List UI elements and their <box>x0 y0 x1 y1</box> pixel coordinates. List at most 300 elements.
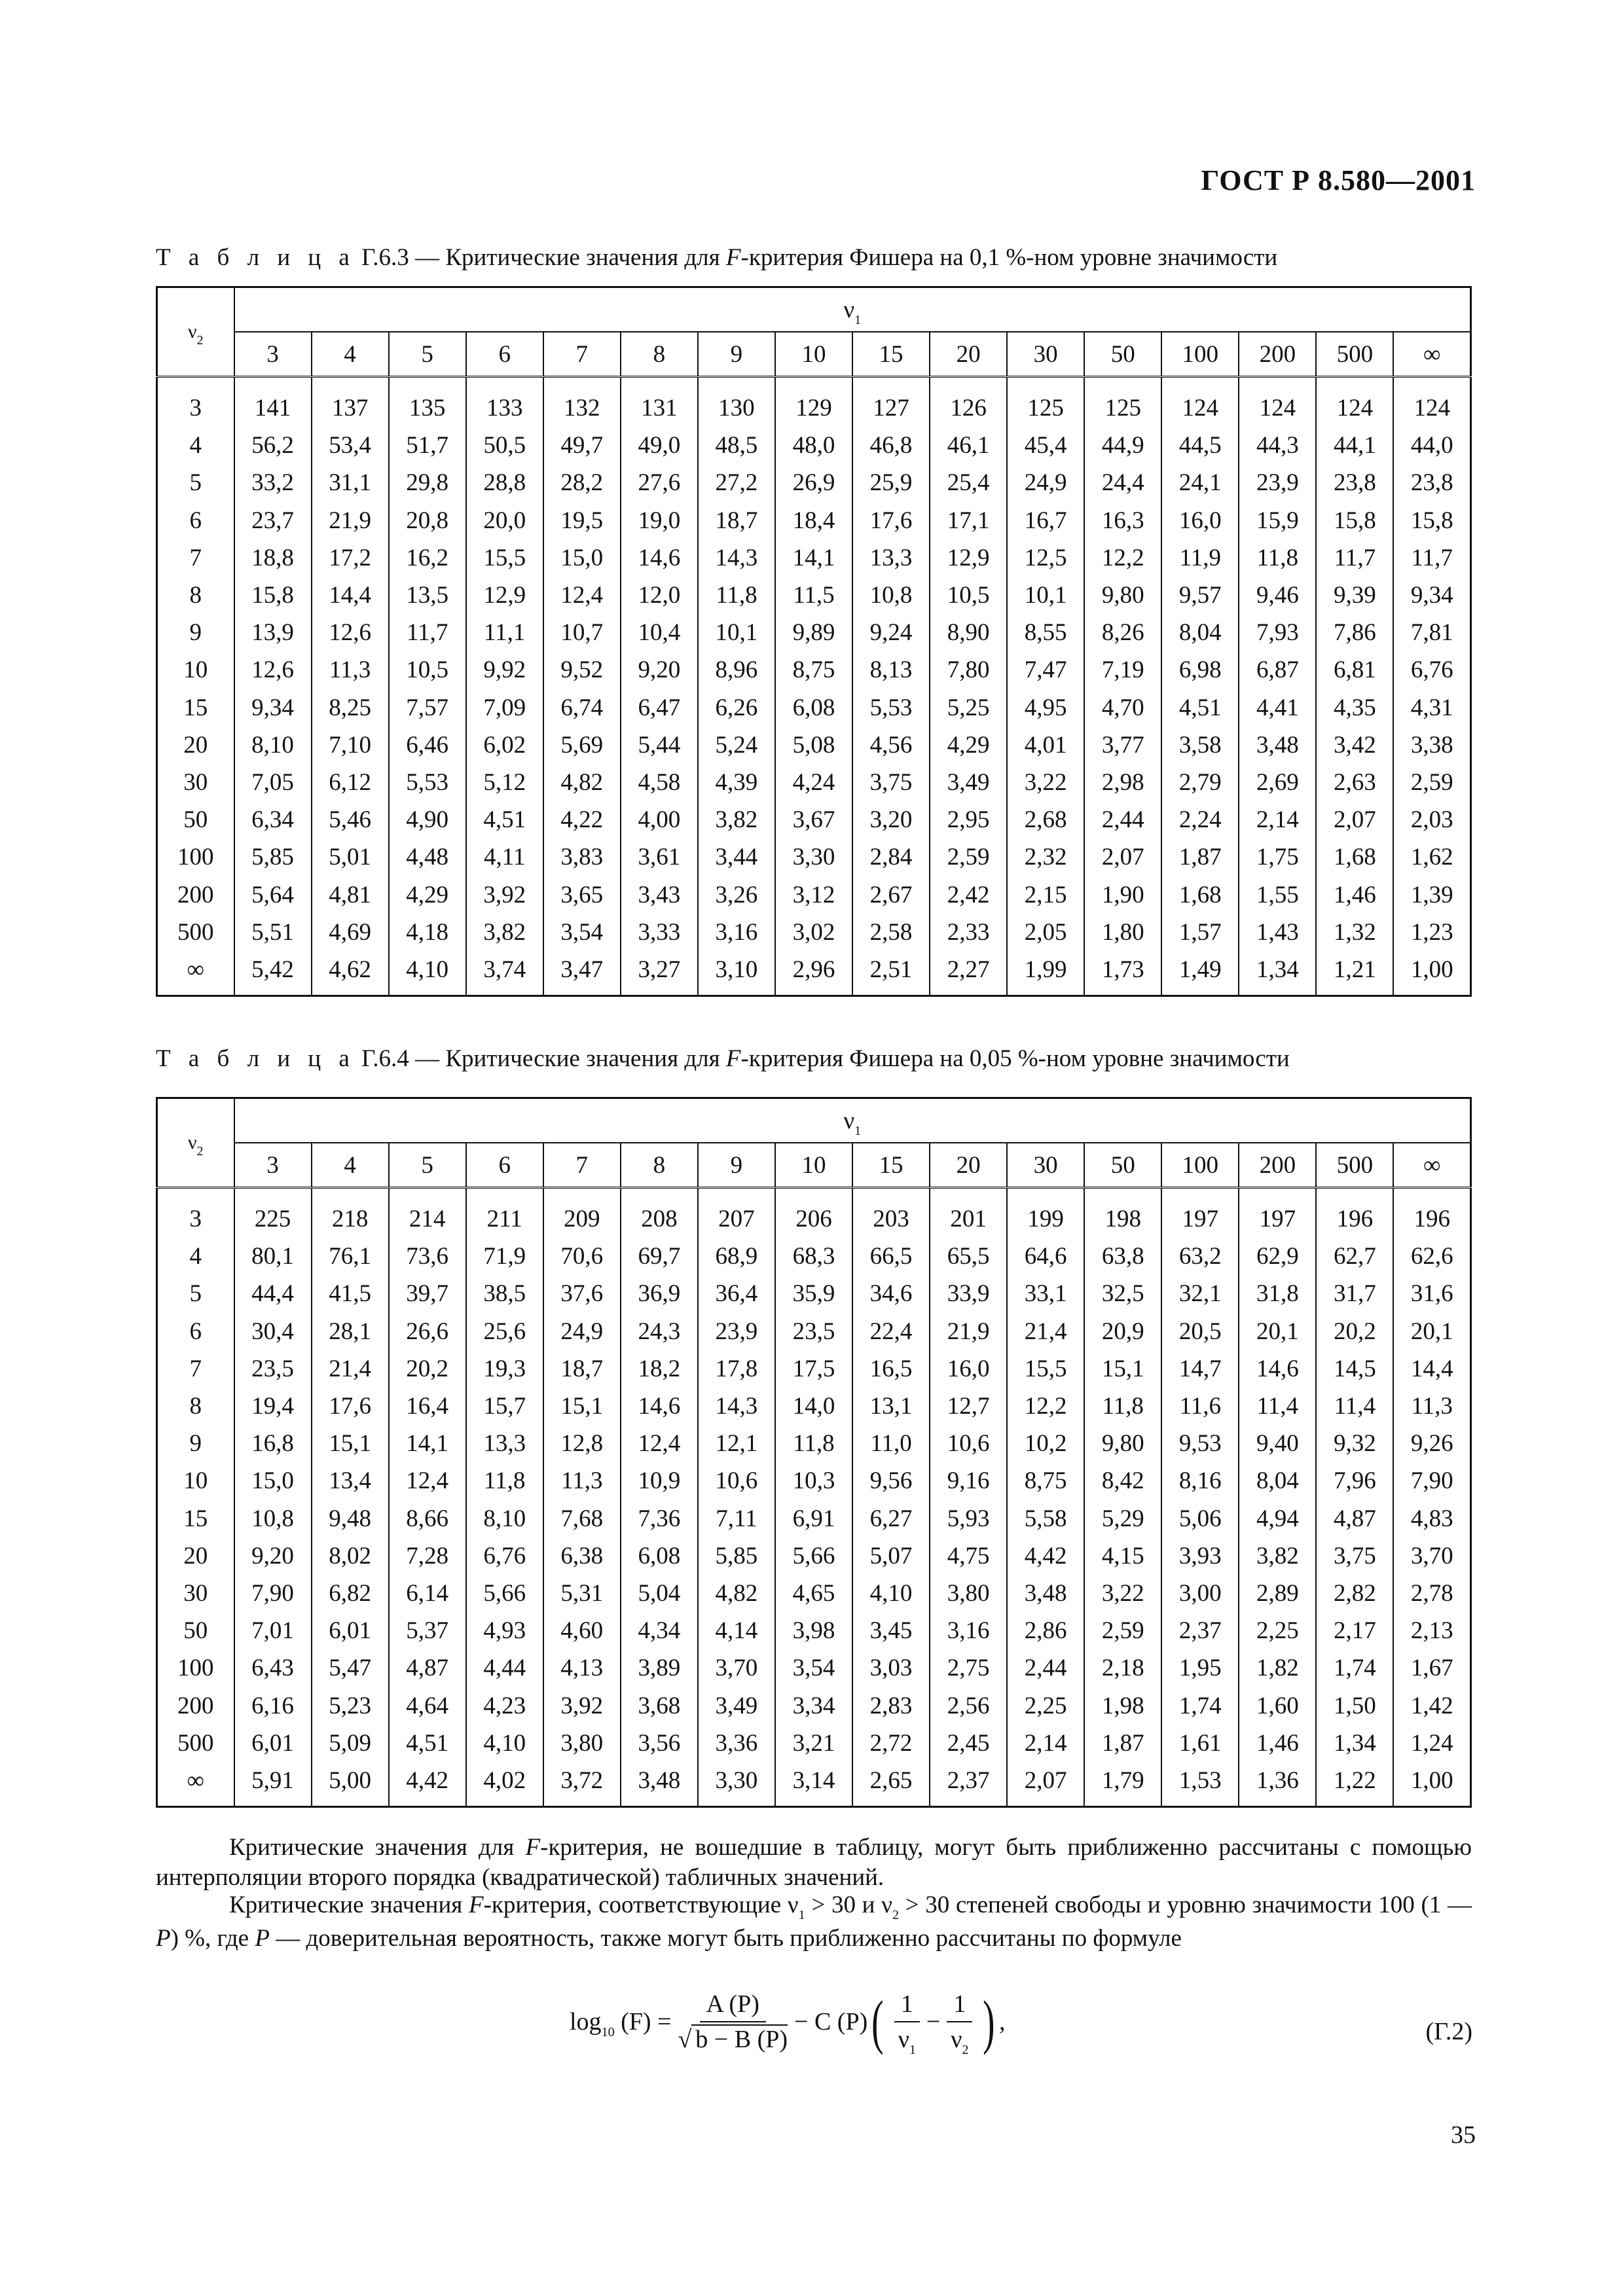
table-cell: 21,9 <box>312 502 389 539</box>
table-cell: 63,8 <box>1084 1238 1161 1275</box>
table-cell: 4,29 <box>930 726 1007 764</box>
table-cell: 10,8 <box>852 577 930 614</box>
table-cell: 198 <box>1084 1200 1161 1238</box>
table-cell: 3,49 <box>930 764 1007 801</box>
table-cell: 1,00 <box>1393 951 1470 996</box>
table-cell: 12,0 <box>621 577 698 614</box>
table-cell: 7,96 <box>1316 1462 1393 1499</box>
table-cell: 18,2 <box>621 1350 698 1388</box>
table-cell: 3,22 <box>1084 1575 1161 1612</box>
table-cell: 1,53 <box>1161 1762 1239 1807</box>
table-cell: 7,68 <box>543 1500 621 1537</box>
table-cell: 53,4 <box>312 427 389 464</box>
table-cell: 12,5 <box>1007 539 1084 577</box>
table-cell: 48,5 <box>698 427 775 464</box>
table-cell: 38,5 <box>466 1275 543 1312</box>
table-cell: 20,5 <box>1161 1313 1239 1350</box>
formula-fraction-nu1: $\frac{1}{\nu_1}$ <box>894 1990 920 2054</box>
table-cell: 124 <box>1316 389 1393 427</box>
table-cell: 5,12 <box>466 764 543 801</box>
table-cell: 4,35 <box>1316 689 1393 726</box>
table-cell: 2,27 <box>930 951 1007 996</box>
table-cell: 14,1 <box>775 539 852 577</box>
table-row <box>157 651 1471 689</box>
table-cell: 196 <box>1393 1200 1470 1238</box>
table-cell: 7,10 <box>312 726 389 764</box>
row-label: 7 <box>189 1355 202 1382</box>
table1-caption-dash: — Критические значения для <box>409 244 726 271</box>
table-row <box>157 1537 1471 1575</box>
table-cell: 2,68 <box>1007 801 1084 838</box>
table-cell: 16,7 <box>1007 502 1084 539</box>
table-cell: 8,90 <box>930 614 1007 651</box>
table-cell: 9,80 <box>1084 577 1161 614</box>
table-cell: 48,0 <box>775 427 852 464</box>
table-cell: 36,4 <box>698 1275 775 1312</box>
table-cell: 21,4 <box>1007 1313 1084 1350</box>
table-cell: 2,75 <box>930 1649 1007 1687</box>
table-cell: 4,75 <box>930 1537 1007 1575</box>
table-cell: 2,37 <box>1161 1612 1239 1649</box>
table-cell: 18,7 <box>698 502 775 539</box>
table-cell: 5,37 <box>389 1612 466 1649</box>
row-label: 20 <box>183 731 208 759</box>
table-cell: 18,7 <box>543 1350 621 1388</box>
table-cell: 5,09 <box>312 1725 389 1762</box>
table-cell: 2,98 <box>1084 764 1161 801</box>
table-cell: 6,46 <box>389 726 466 764</box>
table-cell: 1,80 <box>1084 914 1161 951</box>
table-cell: 135 <box>389 389 466 427</box>
column-label: 9 <box>698 332 775 377</box>
table-cell: 5,85 <box>698 1537 775 1575</box>
table-cell: 4,90 <box>389 801 466 838</box>
table-cell: 2,79 <box>1161 764 1239 801</box>
table-cell: 11,4 <box>1239 1388 1316 1425</box>
separator-cell <box>621 1188 698 1201</box>
table-row <box>157 1725 1471 1762</box>
table-cell: 1,60 <box>1239 1687 1316 1724</box>
table-cell: 16,0 <box>930 1350 1007 1388</box>
row-label: 500 <box>177 918 214 946</box>
row-label: 5 <box>189 469 202 497</box>
formula-log: $\log_{10} (F)$ = <box>570 2008 672 2039</box>
table-cell: 62,6 <box>1393 1238 1470 1275</box>
table-cell: 7,80 <box>930 651 1007 689</box>
table-cell: 15,9 <box>1239 502 1316 539</box>
table-cell: 3,16 <box>930 1612 1007 1649</box>
column-label: 7 <box>543 1143 621 1188</box>
table-cell: 27,6 <box>621 464 698 501</box>
row-label: 200 <box>177 1692 214 1719</box>
table-cell: 19,0 <box>621 502 698 539</box>
table-cell: 4,62 <box>312 951 389 996</box>
table-cell: 9,89 <box>775 614 852 651</box>
table-cell: 30,4 <box>234 1313 312 1350</box>
table-cell: 1,61 <box>1161 1725 1239 1762</box>
table-cell: 13,5 <box>389 577 466 614</box>
table-cell: 14,6 <box>621 1388 698 1425</box>
table-cell: 4,41 <box>1239 689 1316 726</box>
separator-cell <box>852 377 930 390</box>
table-cell: 23,7 <box>234 502 312 539</box>
table-cell: 5,31 <box>543 1575 621 1612</box>
table-cell: 8,96 <box>698 651 775 689</box>
table-cell: 5,47 <box>312 1649 389 1687</box>
table-cell: 3,42 <box>1316 726 1393 764</box>
column-label: 500 <box>1316 1143 1393 1188</box>
table-cell: 2,14 <box>1007 1725 1084 1762</box>
table-cell: 11,4 <box>1316 1388 1393 1425</box>
table-cell: 15,0 <box>234 1462 312 1499</box>
table-cell: 6,02 <box>466 726 543 764</box>
table-cell: 1,34 <box>1239 951 1316 996</box>
row-label: 3 <box>189 395 202 422</box>
table-row <box>157 1388 1471 1425</box>
table-cell: 5,85 <box>234 838 312 876</box>
table-cell: 4,29 <box>389 876 466 913</box>
separator-cell <box>1316 1188 1393 1201</box>
table-cell: 5,01 <box>312 838 389 876</box>
table-cell: 3,27 <box>621 951 698 996</box>
table-cell: 14,7 <box>1161 1350 1239 1388</box>
table-cell: 10,2 <box>1007 1425 1084 1462</box>
table2-caption-prefix: Т а б л и ц а <box>156 1045 356 1072</box>
table-cell: 2,44 <box>1007 1649 1084 1687</box>
table-cell: 211 <box>466 1200 543 1238</box>
row-label: 50 <box>183 1617 208 1645</box>
table-cell: 2,95 <box>930 801 1007 838</box>
table-cell: 2,14 <box>1239 801 1316 838</box>
column-label: 200 <box>1239 1143 1316 1188</box>
row-label: 4 <box>189 1243 202 1270</box>
table-cell: 2,18 <box>1084 1649 1161 1687</box>
table-cell: 12,2 <box>1084 539 1161 577</box>
column-label: 50 <box>1084 332 1161 377</box>
table-cell: 68,3 <box>775 1238 852 1275</box>
table-cell: 14,6 <box>621 539 698 577</box>
table-row <box>157 914 1471 951</box>
table-cell: 4,10 <box>466 1725 543 1762</box>
table-cell: 2,51 <box>852 951 930 996</box>
table1 <box>156 286 1472 997</box>
table-row <box>157 577 1471 614</box>
row-label: 500 <box>177 1729 214 1757</box>
table-cell: 4,10 <box>852 1575 930 1612</box>
table-cell: 4,60 <box>543 1612 621 1649</box>
table-row <box>157 464 1471 501</box>
table-cell: 12,9 <box>466 577 543 614</box>
table-cell: 2,42 <box>930 876 1007 913</box>
table-cell: 15,5 <box>1007 1350 1084 1388</box>
column-label: 7 <box>543 332 621 377</box>
table-row <box>157 1350 1471 1388</box>
table1-caption-rest: -критерия Фишера на 0,1 %-ном уровне значимости <box>740 244 1278 271</box>
row-label: 10 <box>183 1467 208 1495</box>
table-cell: 2,96 <box>775 951 852 996</box>
table2-body <box>157 1200 1471 1807</box>
table-cell: 44,3 <box>1239 427 1316 464</box>
table-cell: 9,16 <box>930 1462 1007 1499</box>
formula-between: − <box>926 2008 941 2036</box>
table-cell: 70,6 <box>543 1238 621 1275</box>
table-cell: 13,3 <box>466 1425 543 1462</box>
row-label: 200 <box>177 881 214 908</box>
table-cell: 50,5 <box>466 427 543 464</box>
table-cell: 8,55 <box>1007 614 1084 651</box>
table-cell: 1,23 <box>1393 914 1470 951</box>
table-cell: 6,16 <box>234 1687 312 1724</box>
separator-cell <box>621 377 698 390</box>
row-label: 7 <box>189 544 202 571</box>
table-cell: 11,0 <box>852 1425 930 1462</box>
table-cell: 11,8 <box>1239 539 1316 577</box>
table-cell: 124 <box>1239 389 1316 427</box>
table-cell: 9,40 <box>1239 1425 1316 1462</box>
table1-header-separator <box>157 377 1471 390</box>
separator-cell <box>312 1188 389 1201</box>
table-cell: 3,92 <box>543 1687 621 1724</box>
table-cell: 3,02 <box>775 914 852 951</box>
table-cell: 3,38 <box>1393 726 1470 764</box>
table2-caption-dash: — Критические значения для <box>409 1045 726 1072</box>
table-cell: 37,6 <box>543 1275 621 1312</box>
table-cell: 23,8 <box>1393 464 1470 501</box>
table-cell: 5,69 <box>543 726 621 764</box>
table-cell: 15,5 <box>466 539 543 577</box>
table-cell: 17,8 <box>698 1350 775 1388</box>
table-cell: 10,4 <box>621 614 698 651</box>
table-cell: 12,6 <box>234 651 312 689</box>
table-cell: 3,92 <box>466 876 543 913</box>
table-cell: 8,75 <box>775 651 852 689</box>
table-cell: 66,5 <box>852 1238 930 1275</box>
table-cell: 44,4 <box>234 1275 312 1312</box>
table-cell: 1,46 <box>1316 876 1393 913</box>
table-cell: 15,1 <box>543 1388 621 1425</box>
row-label: 30 <box>183 1579 208 1607</box>
table-cell: 3,36 <box>698 1725 775 1762</box>
table-cell: 2,07 <box>1084 838 1161 876</box>
table-cell: 4,64 <box>389 1687 466 1724</box>
column-label: 500 <box>1316 332 1393 377</box>
separator-cell <box>698 377 775 390</box>
column-label: 4 <box>312 1143 389 1188</box>
table-cell: 4,82 <box>543 764 621 801</box>
table-cell: 4,51 <box>389 1725 466 1762</box>
table-cell: 5,53 <box>852 689 930 726</box>
table-row <box>157 726 1471 764</box>
table-cell: 2,83 <box>852 1687 930 1724</box>
table-cell: 197 <box>1161 1200 1239 1238</box>
table-row <box>157 614 1471 651</box>
column-label: 4 <box>312 332 389 377</box>
table-cell: 4,42 <box>389 1762 466 1807</box>
table-cell: 2,33 <box>930 914 1007 951</box>
table-cell: 8,04 <box>1239 1462 1316 1499</box>
table-cell: 2,78 <box>1393 1575 1470 1612</box>
table-cell: 8,10 <box>234 726 312 764</box>
table-cell: 24,9 <box>1007 464 1084 501</box>
table-row <box>157 539 1471 577</box>
table-cell: 11,7 <box>1393 539 1470 577</box>
table-cell: 8,25 <box>312 689 389 726</box>
table-cell: 32,1 <box>1161 1275 1239 1312</box>
column-label: ∞ <box>1393 332 1470 377</box>
table-cell: 10,8 <box>234 1500 312 1537</box>
table-cell: 9,34 <box>234 689 312 726</box>
table-cell: 7,01 <box>234 1612 312 1649</box>
formula-main-fraction: $\frac{A (P)}{√ b - B (P)}$ <box>678 1990 788 2053</box>
table-cell: 2,59 <box>1393 764 1470 801</box>
table-cell: 2,86 <box>1007 1612 1084 1649</box>
table-cell: 10,1 <box>698 614 775 651</box>
table-cell: 7,11 <box>698 1500 775 1537</box>
table-cell: 1,24 <box>1393 1725 1470 1762</box>
table-cell: 44,0 <box>1393 427 1470 464</box>
table-cell: 62,7 <box>1316 1238 1393 1275</box>
table-cell: 16,2 <box>389 539 466 577</box>
table-cell: 3,56 <box>621 1725 698 1762</box>
table1-body <box>157 389 1471 996</box>
table-cell: 15,0 <box>543 539 621 577</box>
table-cell: 2,82 <box>1316 1575 1393 1612</box>
table-cell: 10,3 <box>775 1462 852 1499</box>
table-cell: 11,3 <box>543 1462 621 1499</box>
column-label: 100 <box>1161 332 1239 377</box>
table-cell: 31,7 <box>1316 1275 1393 1312</box>
table-cell: 18,8 <box>234 539 312 577</box>
table-cell: 8,16 <box>1161 1462 1239 1499</box>
table-cell: 13,3 <box>852 539 930 577</box>
table-cell: 1,21 <box>1316 951 1393 996</box>
table-cell: 5,64 <box>234 876 312 913</box>
table-cell: 3,74 <box>466 951 543 996</box>
table-cell: 44,5 <box>1161 427 1239 464</box>
separator-cell <box>389 1188 466 1201</box>
paragraph-interpolation: Критические значения для F-критерия, не вошедшие в таблицу, могут быть приближенно рассчитаны с помощью интерполяции второго порядка (квадратической) табличных значений. <box>156 1834 1472 1891</box>
table-cell: 7,86 <box>1316 614 1393 651</box>
column-label: 20 <box>930 1143 1007 1188</box>
formula-left-paren: ( <box>871 1988 884 2055</box>
table-cell: 3,54 <box>543 914 621 951</box>
table-row <box>157 1612 1471 1649</box>
table-cell: 19,3 <box>466 1350 543 1388</box>
table-cell: 46,8 <box>852 427 930 464</box>
table-cell: 3,12 <box>775 876 852 913</box>
table-cell: 209 <box>543 1200 621 1238</box>
table-cell: 6,08 <box>621 1537 698 1575</box>
table-cell: 24,1 <box>1161 464 1239 501</box>
row-label: 3 <box>189 1206 202 1233</box>
table-cell: 3,75 <box>852 764 930 801</box>
table2-row-header: $\nu_2$ <box>187 1132 204 1158</box>
column-label: 5 <box>389 1143 466 1188</box>
row-label: 8 <box>189 582 202 609</box>
table-cell: 129 <box>775 389 852 427</box>
column-label: 200 <box>1239 332 1316 377</box>
row-label: 9 <box>189 1430 202 1458</box>
table-cell: 7,05 <box>234 764 312 801</box>
table-cell: 33,2 <box>234 464 312 501</box>
table-cell: 3,20 <box>852 801 930 838</box>
column-label: 30 <box>1007 1143 1084 1188</box>
table-cell: 3,22 <box>1007 764 1084 801</box>
separator-cell <box>1007 1188 1084 1201</box>
table-cell: 11,7 <box>1316 539 1393 577</box>
table-cell: 31,6 <box>1393 1275 1470 1312</box>
row-label: 15 <box>183 1505 208 1532</box>
table-cell: 131 <box>621 389 698 427</box>
table-cell: 8,13 <box>852 651 930 689</box>
table-cell: 14,5 <box>1316 1350 1393 1388</box>
table-cell: 197 <box>1239 1200 1316 1238</box>
table-cell: 1,87 <box>1084 1725 1161 1762</box>
table-cell: 3,82 <box>698 801 775 838</box>
table1-row-header: $\nu_2$ <box>187 321 204 348</box>
table-cell: 5,24 <box>698 726 775 764</box>
document-header: ГОСТ Р 8.580—2001 <box>1201 164 1476 196</box>
table-cell: 46,1 <box>930 427 1007 464</box>
table-cell: 8,04 <box>1161 614 1239 651</box>
table-cell: 4,23 <box>466 1687 543 1724</box>
table-cell: 44,1 <box>1316 427 1393 464</box>
table-cell: 25,6 <box>466 1313 543 1350</box>
table-cell: 1,39 <box>1393 876 1470 913</box>
table-cell: 10,6 <box>698 1462 775 1499</box>
table-cell: 2,56 <box>930 1687 1007 1724</box>
table-cell: 20,8 <box>389 502 466 539</box>
table-cell: 5,53 <box>389 764 466 801</box>
table-cell: 2,07 <box>1007 1762 1084 1807</box>
table-cell: 4,70 <box>1084 689 1161 726</box>
table-cell: 3,75 <box>1316 1537 1393 1575</box>
table-cell: 3,33 <box>621 914 698 951</box>
table-cell: 19,4 <box>234 1388 312 1425</box>
separator-cell <box>234 377 312 390</box>
table-cell: 39,7 <box>389 1275 466 1312</box>
table1-col-header: $\nu_1$ <box>234 287 1471 332</box>
table2-caption <box>156 1045 1290 1073</box>
table-cell: 206 <box>775 1200 852 1238</box>
table2-column-labels <box>157 1143 1471 1188</box>
column-label: 3 <box>234 1143 312 1188</box>
table-cell: 10,7 <box>543 614 621 651</box>
table-cell: 1,22 <box>1316 1762 1393 1807</box>
row-label: ∞ <box>187 956 204 983</box>
column-label: 10 <box>775 1143 852 1188</box>
table-cell: 1,34 <box>1316 1725 1393 1762</box>
table-cell: 10,9 <box>621 1462 698 1499</box>
table-cell: 5,29 <box>1084 1500 1161 1537</box>
table-cell: 3,48 <box>621 1762 698 1807</box>
table-cell: 49,0 <box>621 427 698 464</box>
table-cell: 28,8 <box>466 464 543 501</box>
table-cell: 13,4 <box>312 1462 389 1499</box>
separator-cell <box>930 377 1007 390</box>
table-row <box>157 1575 1471 1612</box>
table-cell: 6,26 <box>698 689 775 726</box>
table-cell: 3,67 <box>775 801 852 838</box>
table-cell: 7,36 <box>621 1500 698 1537</box>
table-cell: 11,5 <box>775 577 852 614</box>
table-cell: 28,1 <box>312 1313 389 1350</box>
table2-caption-rest: -критерия Фишера на 0,05 %-ном уровне значимости <box>740 1045 1290 1072</box>
table-cell: 14,0 <box>775 1388 852 1425</box>
table-cell: 7,19 <box>1084 651 1161 689</box>
table-cell: 20,2 <box>1316 1313 1393 1350</box>
table-cell: 6,27 <box>852 1500 930 1537</box>
